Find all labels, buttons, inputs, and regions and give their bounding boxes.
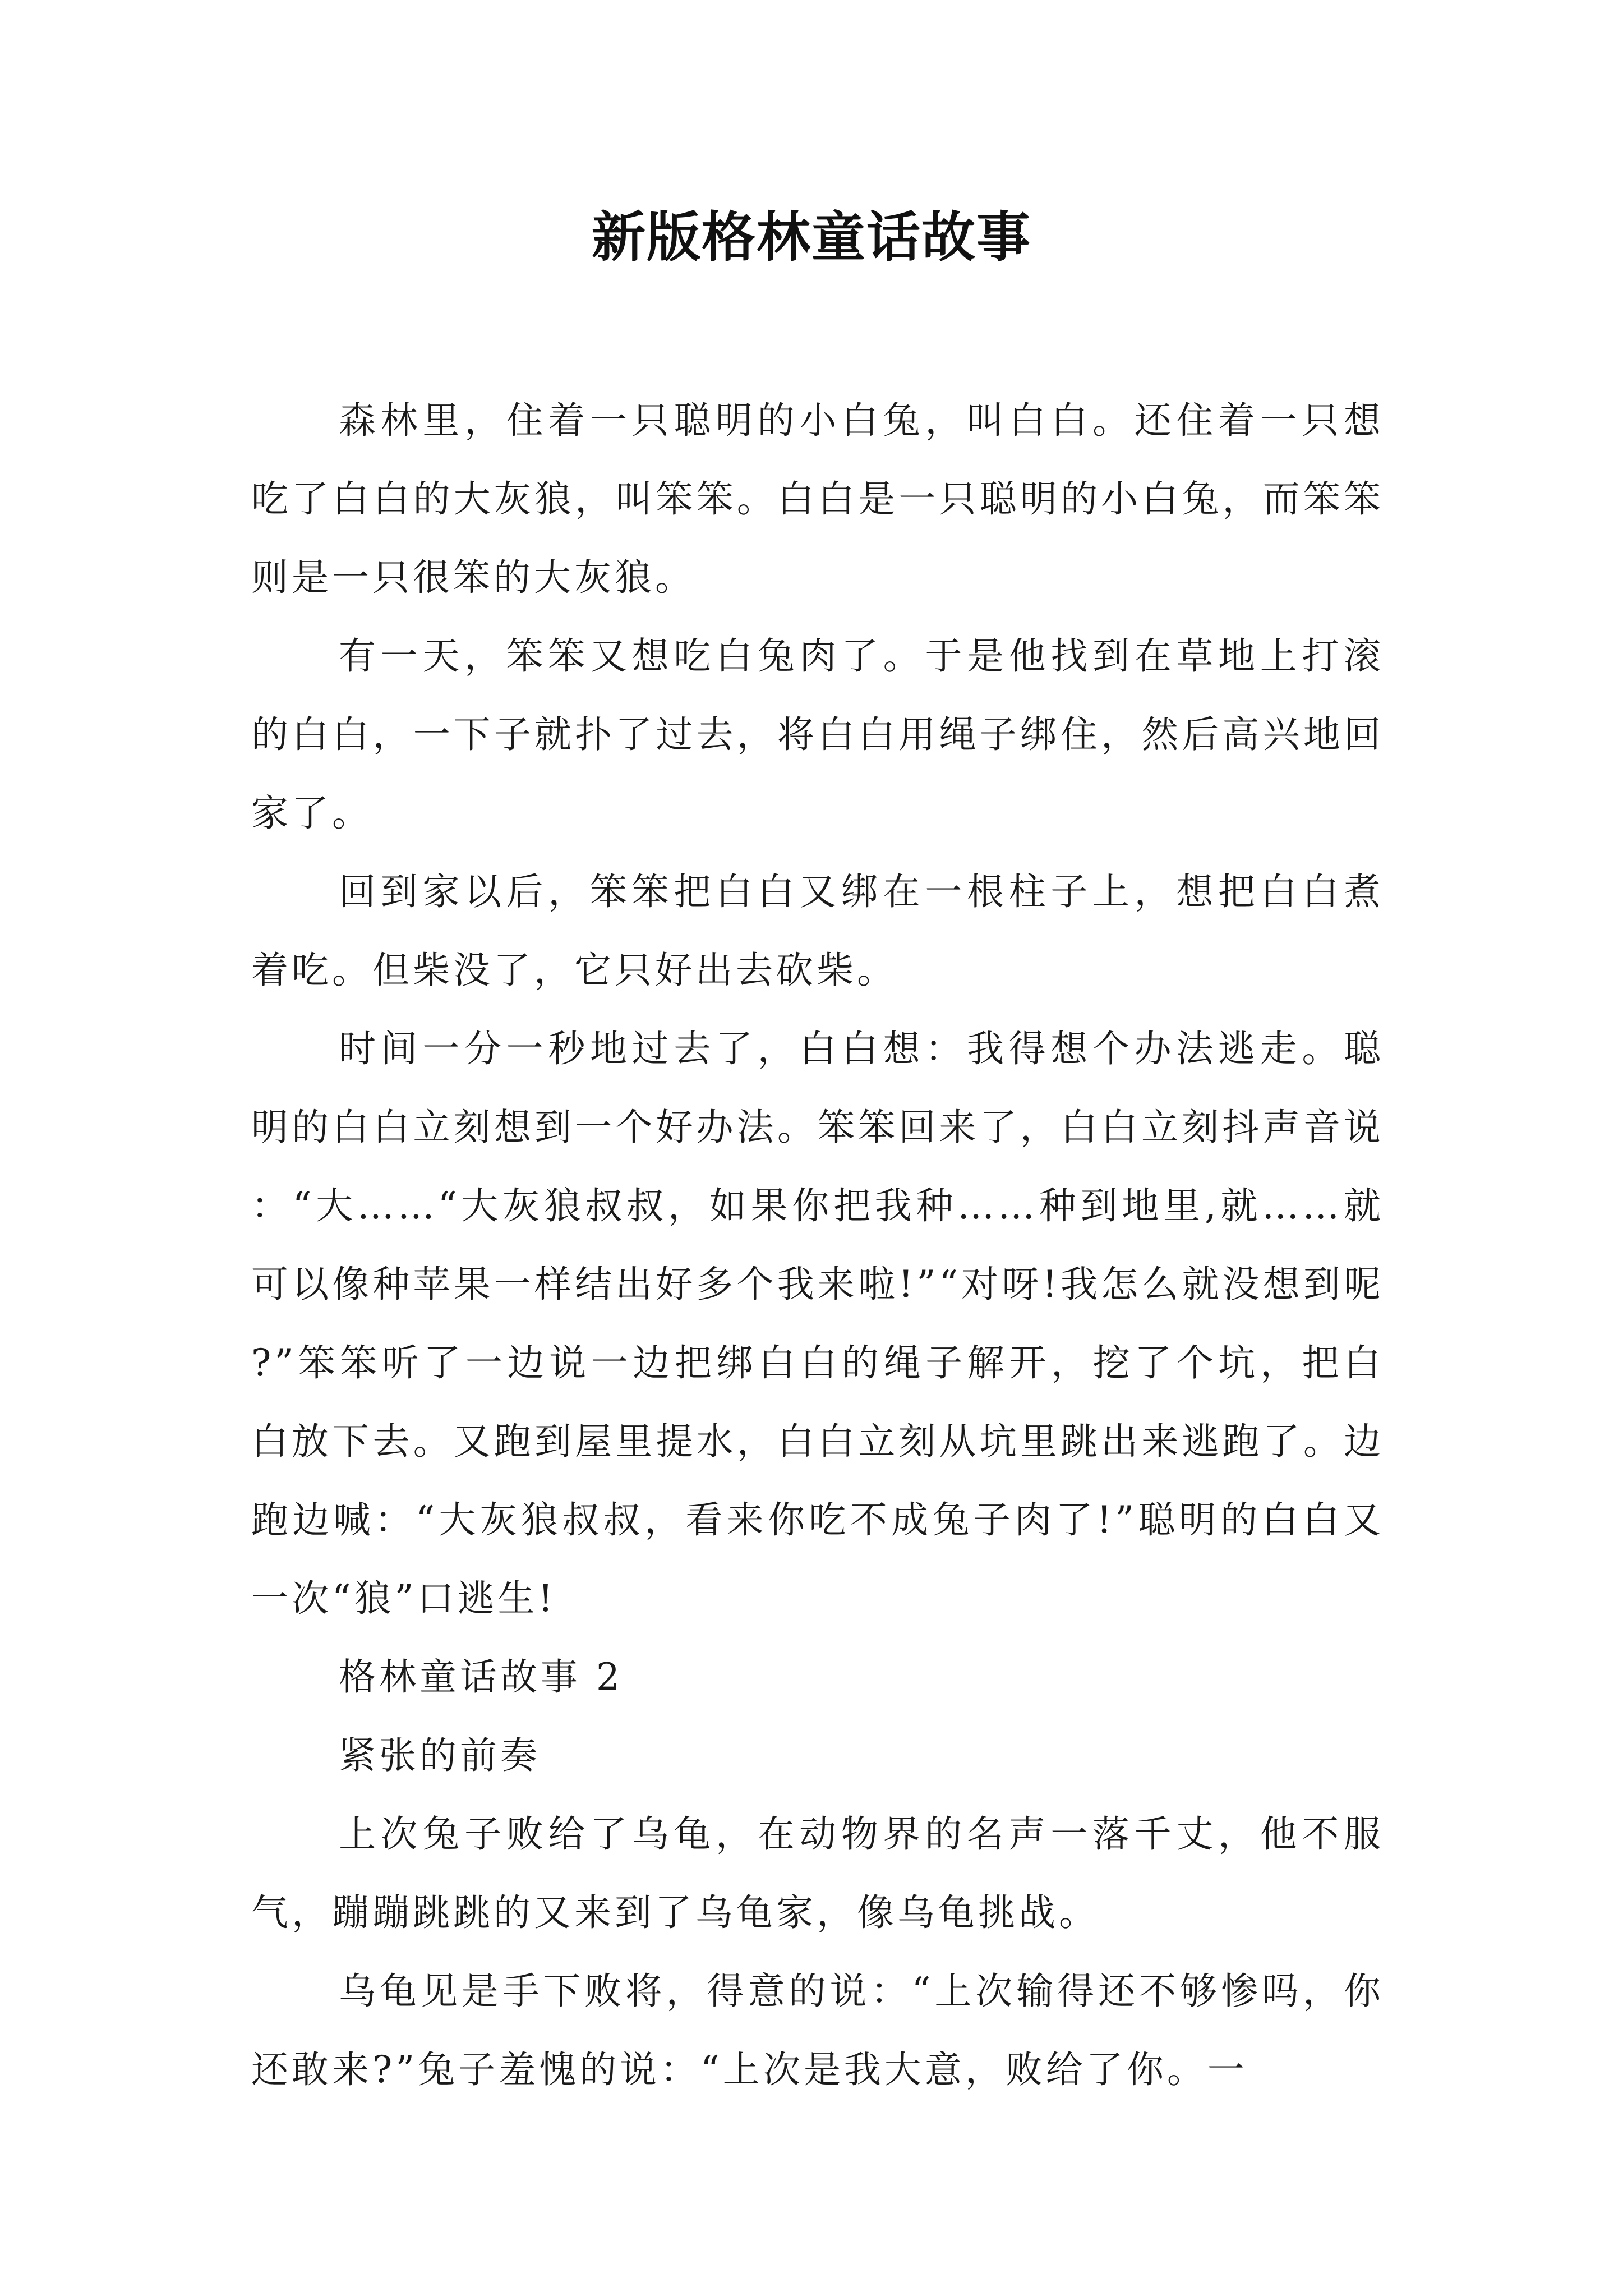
section-subheading: 紧张的前奏 <box>339 1734 541 1777</box>
section-heading: 格林童话故事 2 <box>339 1655 623 1699</box>
paragraph: 上次兔子败给了乌龟，在动物界的名声一落千丈，他不服气，蹦蹦跳跳的又来到了乌龟家，像乌龟挑战。 <box>251 1812 1384 1934</box>
document-title: 新版格林童话故事 <box>592 205 1031 269</box>
paragraph: 森林里，住着一只聪明的小白兔，叫白白。还住着一只想吃了白白的大灰狼，叫笨笨。白白是一只聪明的小白兔，而笨笨则是一只很笨的大灰狼。 <box>251 399 1384 599</box>
paragraph: 时间一分一秒地过去了，白白想：我得想个办法逃走。聪明的白白立刻想到一个好办法。笨笨回来了，白白立刻抖声音说：“大……“大灰狼叔叔，如果你把我种……种到地里,就……就可以像种苹果一样结出好多个我来啦!”“对呀!我怎么就没想到呢?”笨笨听了一边说一边把绑白白的绳子解开，挖了个坑，把白白放下去。又跑到屋里提水，白白立刻从坑里跳出来逃跑了。边跑边喊：“大灰狼叔叔，看来你吃不成兔子肉了!”聪明的白白又一次“狼”口逃生! <box>251 1027 1384 1620</box>
paragraph: 回到家以后，笨笨把白白又绑在一根柱子上，想把白白煮着吃。但柴没了，它只好出去砍柴。 <box>251 870 1384 992</box>
paragraph: 有一天，笨笨又想吃白兔肉了。于是他找到在草地上打滚的白白，一下子就扑了过去，将白白用绳子绑住，然后高兴地回家了。 <box>251 634 1384 835</box>
document-body <box>251 381 1384 2109</box>
paragraph: 乌龟见是手下败将，得意的说：“上次输得还不够惨吗，你还敢来?”兔子羞愧的说：“上次是我大意，败给了你。一 <box>251 1970 1384 2091</box>
